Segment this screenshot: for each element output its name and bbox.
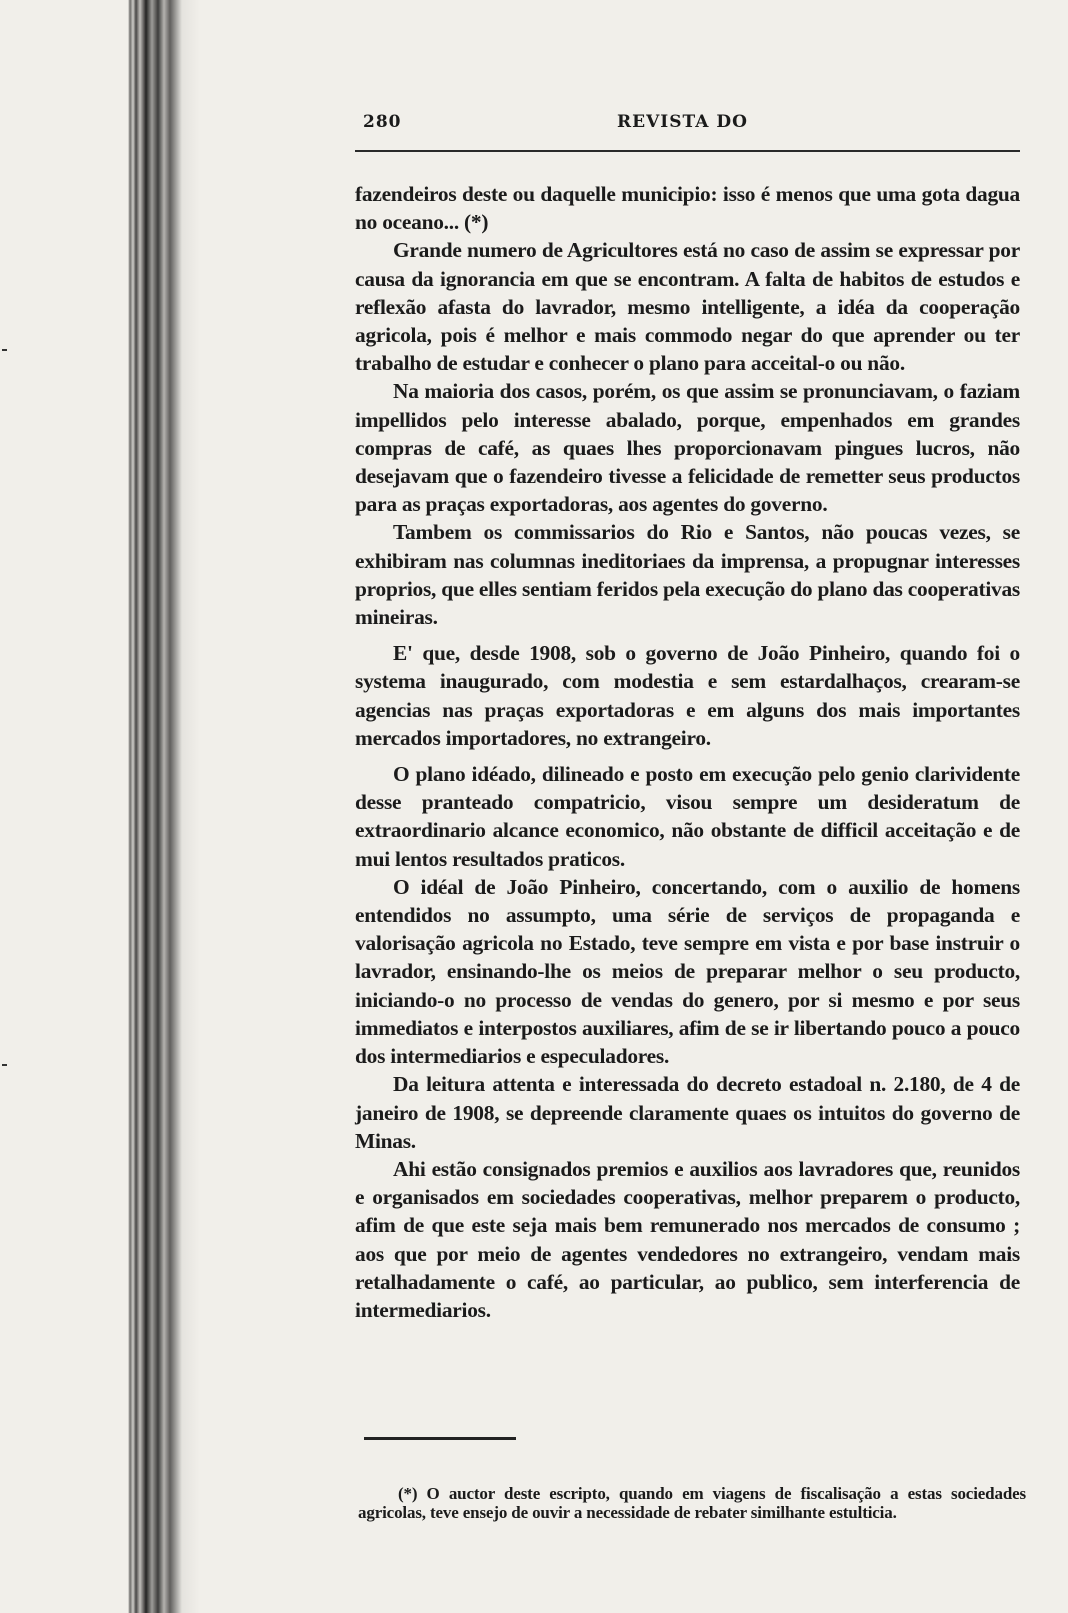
article-body [355,180,1020,1324]
paragraph: E' que, desde 1908, sob o governo de João Pinheiro, quando foi o systema inaugurado, com modestia e sem estardalhaços, crearam-se agencias nas praças exportadoras e em alguns dos mais importantes mercados importadores, no extrangeiro. [355,641,1020,750]
page-number: 280 [363,112,402,132]
paragraph: Na maioria dos casos, porém, os que assim se pronunciavam, o faziam impellidos pelo interesse abalado, porque, empenhados em grandes compras de café, as quaes lhes proporcionavam pingues lucros, não desejavam que o fazendeiro tivesse a felicidade de remetter seus productos para as praças exportadoras, aos agentes do governo. [355,379,1020,517]
page-content [355,108,1020,1324]
paragraph: O plano idéado, dilineado e posto em execução pelo genio clarividente desse pranteado compatricio, visou sempre um desideratum de extraordinario alcance economico, não obstante de difficil acceitação e de mui lentos resultados praticos. [355,762,1020,871]
margin-mark [2,349,7,351]
paragraph: Da leitura attenta e interessada do decreto estadoal n. 2.180, de 4 de janeiro de 1908, se depreende claramente quaes os intuitos do governo de Minas. [355,1072,1020,1153]
paragraph: Tambem os commissarios do Rio e Santos, não poucas vezes, se exhibiram nas columnas ineditoriaes da imprensa, a propugnar interesses proprios, que elles sentiam feridos pela execução do plano das cooperativas mineiras. [355,520,1020,630]
footnote: (*) O auctor deste escripto, quando em viagens de fiscalisação a estas sociedades agricolas, teve ensejo de ouvir a necessidade de rebater similhante estulticia. [358,1484,1026,1522]
margin-mark [2,1064,7,1066]
running-title: REVISTA DO [617,112,748,132]
header-rule [355,150,1020,152]
running-head [355,108,1020,138]
footnote-rule [364,1437,516,1440]
paragraph: fazendeiros deste ou daquelle municipio: isso é menos que uma gota dagua no oceano... (*) [355,182,1020,235]
binding-gutter-shadow [0,0,200,1613]
paragraph: Ahi estão consignados premios e auxilios aos lavradores que, reunidos e organisados em sociedades cooperativas, melhor preparem o producto, afim de que este seja mais bem remunerado nos mercados de consumo ; aos que por meio de agentes vendedores no extrangeiro, vendam mais retalhadamente o café, ao particular, ao publico, sem interferencia de intermediarios. [355,1156,1020,1322]
paragraph: O idéal de João Pinheiro, concertando, com o auxilio de homens entendidos no assumpto, uma série de serviços de propaganda e valorisação agricola no Estado, teve sempre em vista e por base instruir o lavrador, ensinando-lhe os meios de preparar melhor o seu producto, iniciando-o no processo de vendas do genero, por si mesmo e por seus immediatos e interpostos auxiliares, afim de se ir libertando pouco a pouco dos intermediarios e especuladores. [355,874,1020,1069]
paragraph: Grande numero de Agricultores está no caso de assim se expressar por causa da ignorancia em que se encontram. A falta de habitos de estudos e reflexão afasta do lavrador, mesmo intelligente, a idéa da cooperação agricola, pois é melhor e mais commodo negar do que aprender ou ter trabalho de estudar e conhecer o plano para acceital-o ou não. [355,238,1020,376]
